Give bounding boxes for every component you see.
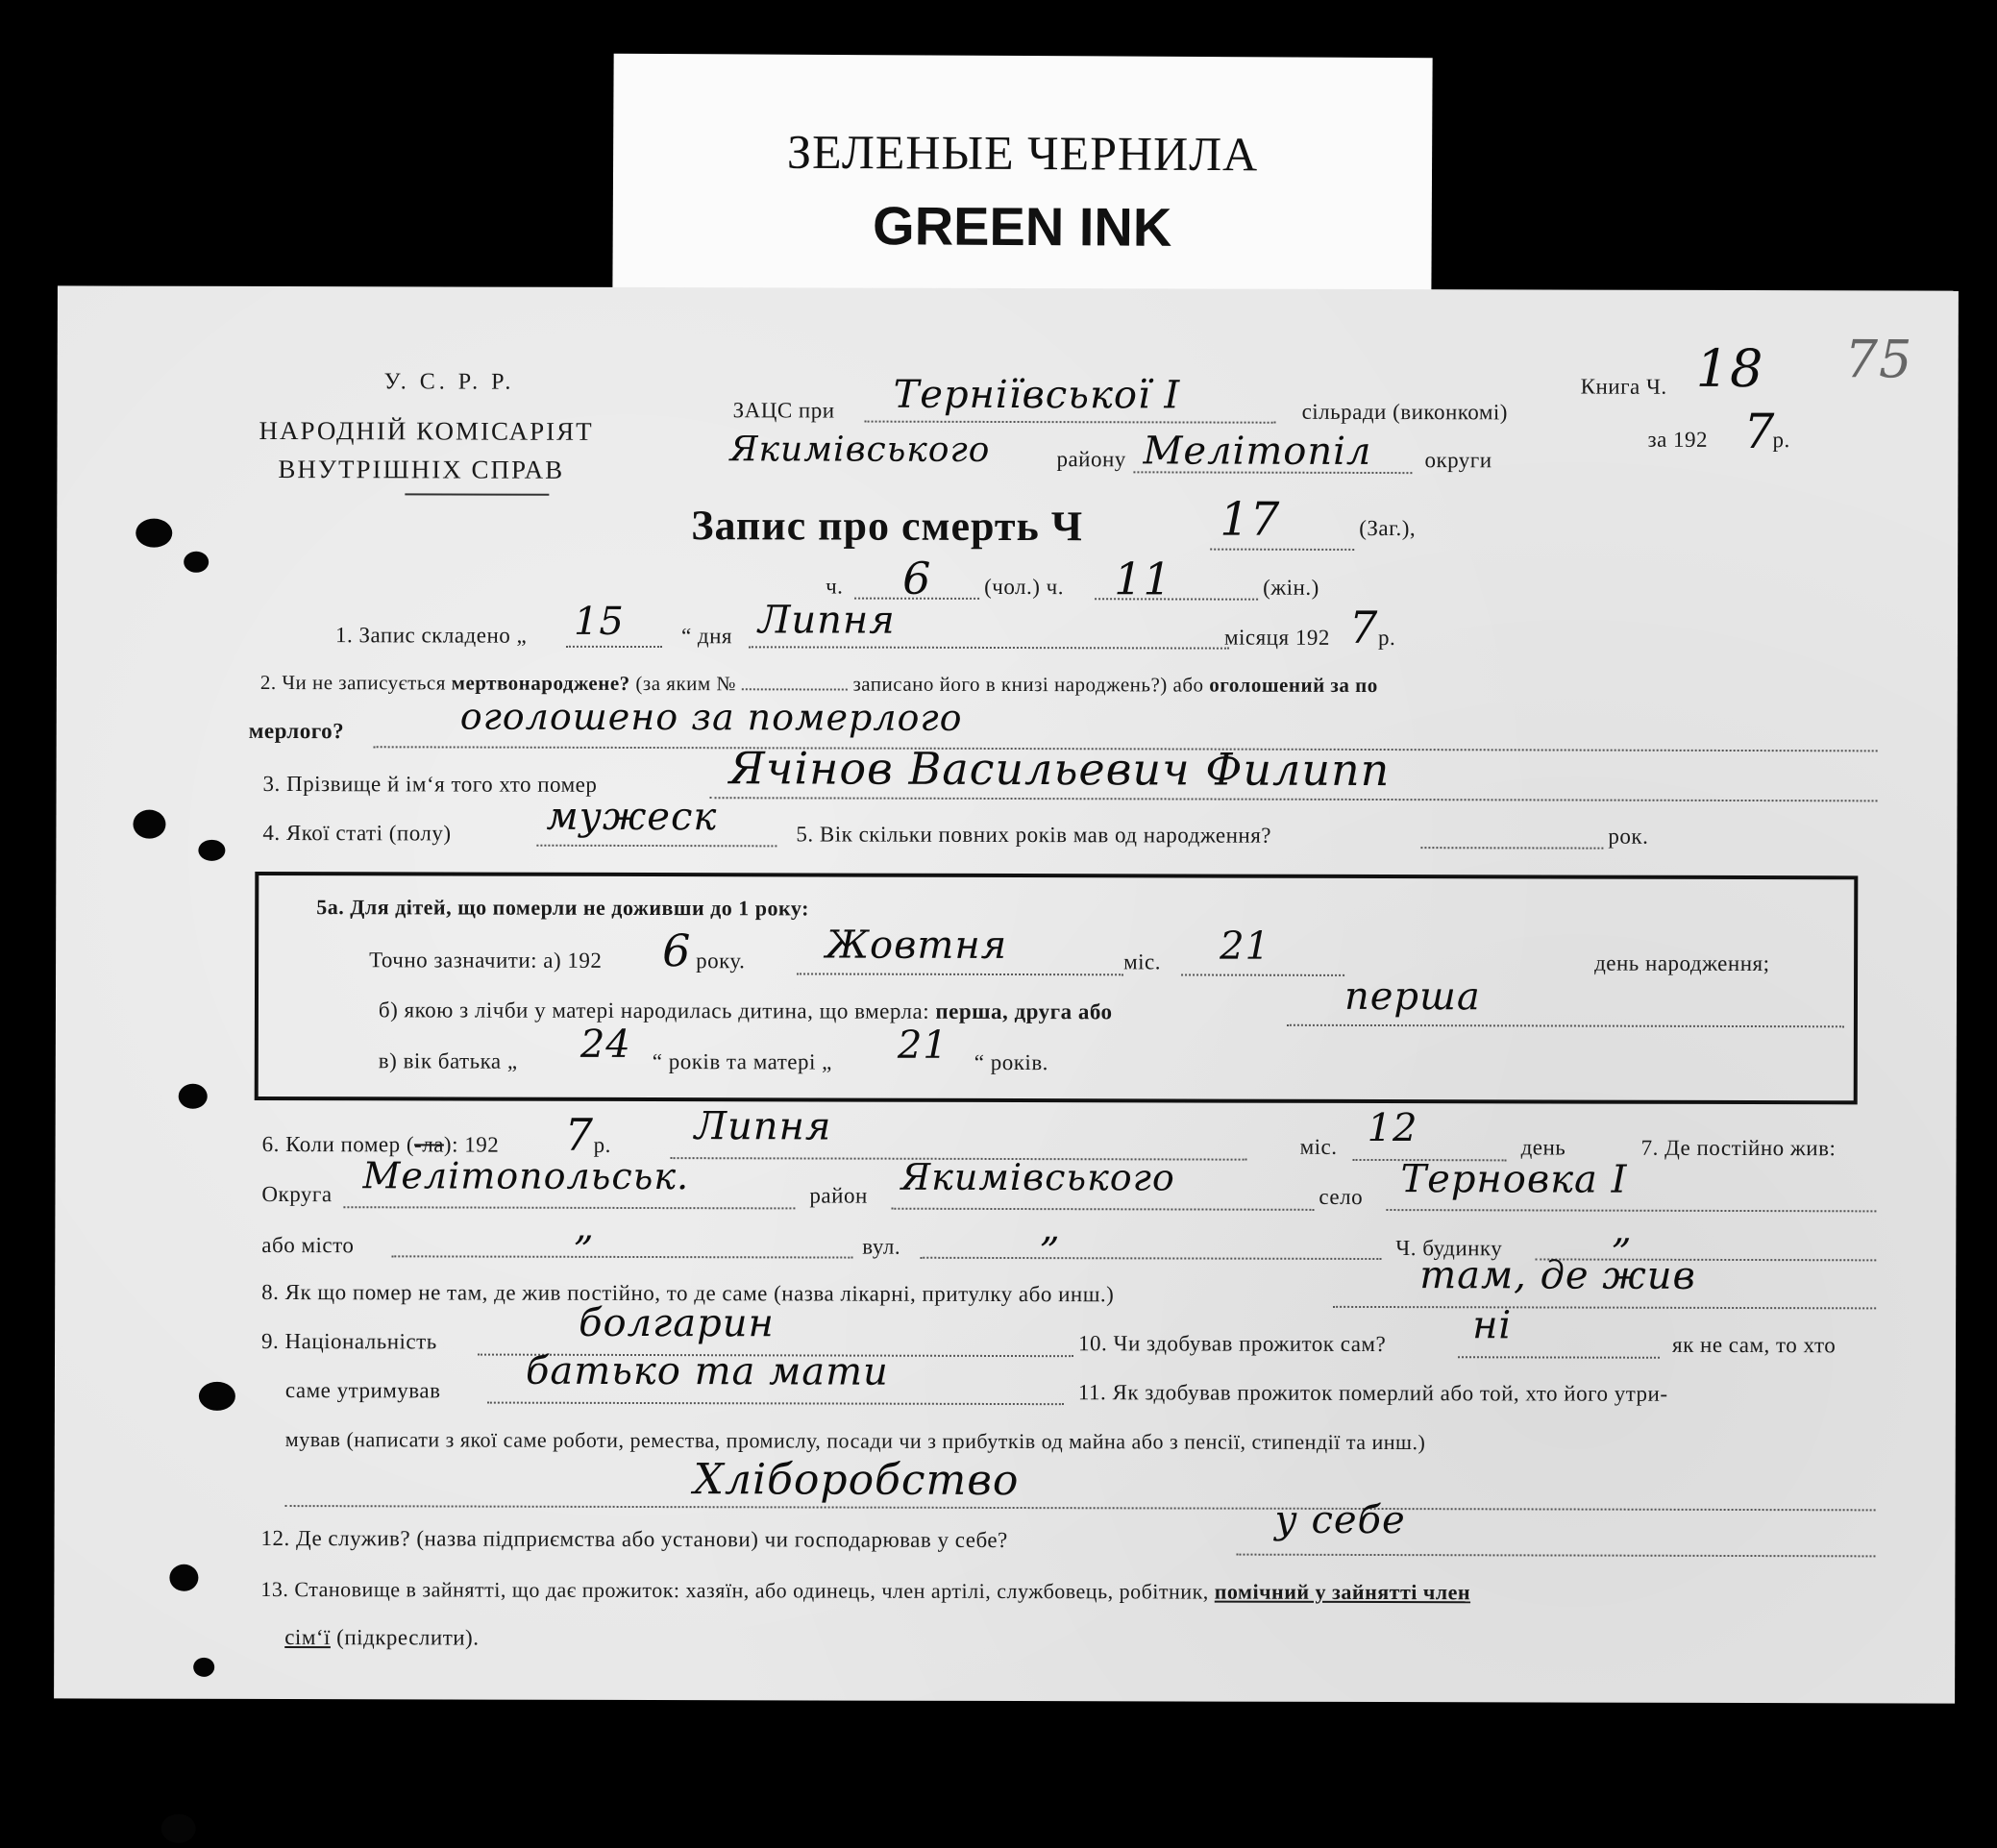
council-suffix: сільради (виконкомі) xyxy=(1301,399,1508,425)
male-label: (чол.) ч. xyxy=(984,574,1065,600)
label-card xyxy=(612,54,1432,300)
male-number: 6 xyxy=(902,552,932,604)
field5a-a-month: Жовтня xyxy=(826,923,1008,969)
city-dots xyxy=(391,1255,852,1258)
field6-label-a: 6. Коли помер ( xyxy=(261,1131,415,1157)
field13-text: 13. Становище в зайнятті, що дає прожиток: хазяїн, або одинець, член артілі, службовець, робітник, xyxy=(260,1576,1209,1604)
field2-line2: мерлого? xyxy=(248,718,345,744)
book-label: Книга Ч. xyxy=(1580,374,1667,399)
field5a-heading: 5а. Для дітей, що померли не доживши до 1 року: xyxy=(316,895,809,921)
office-prefix: ЗАЦС при xyxy=(732,398,835,423)
field9-value: болгарин xyxy=(579,1300,775,1346)
female-label: (жін.) xyxy=(1263,575,1319,600)
field11-line2: мував (написати з якої саме роботи, ремества, промислу, посади чи з прибутків од майна або з пенсії, стипендії та инш.) xyxy=(284,1427,1426,1455)
book-year-label: за 192 xyxy=(1647,427,1709,452)
okrug-residence-value: Мелітопольськ. xyxy=(362,1154,690,1198)
field10-suffix: як не сам, то хто xyxy=(1672,1332,1837,1358)
house-value: „ xyxy=(1612,1207,1634,1252)
book-year-digit: 7 xyxy=(1743,404,1776,460)
book-year-suffix: р. xyxy=(1772,428,1790,453)
punch-hole xyxy=(161,1814,196,1843)
field8-value: там, де жив xyxy=(1419,1253,1696,1298)
field5a-v-end: “ років. xyxy=(974,1049,1048,1075)
field5a-a-year-digit: 6 xyxy=(662,924,692,977)
field6-day: 12 xyxy=(1367,1105,1418,1151)
field1-month: Липня xyxy=(757,598,896,643)
field6-year-suffix: р. xyxy=(593,1132,611,1157)
age-label: 5. Вік скільки повних років мав од народження? xyxy=(796,822,1272,848)
field6-label-b: ): 192 xyxy=(443,1132,500,1157)
field10-label: 10. Чи здобував прожиток сам? xyxy=(1078,1331,1387,1357)
field11-label: 11. Як здобував прожиток померлий або той, хто його утри- xyxy=(1077,1380,1668,1406)
field1-label: 1. Запис складено „ xyxy=(334,623,528,648)
total-label: (Заг.), xyxy=(1359,515,1417,541)
ministry-underline xyxy=(405,493,549,495)
district-value: Якимівського xyxy=(729,430,991,470)
field7-label: 7. Де постійно жив: xyxy=(1640,1135,1837,1161)
field13-line1 xyxy=(260,1577,1470,1605)
house-label: Ч. будинку xyxy=(1395,1236,1503,1261)
district-residence-dots xyxy=(891,1208,1314,1211)
field6-month: Липня xyxy=(694,1104,832,1149)
street-dots xyxy=(920,1257,1381,1260)
field5a-v-label: в) вік батька „ xyxy=(378,1048,518,1073)
field3-dots xyxy=(710,797,1878,801)
field2-value: оголошено за померлого xyxy=(459,695,963,739)
field5a-b-label xyxy=(379,998,1113,1024)
field13-underlined: помічний у зайнятті член xyxy=(1214,1579,1471,1605)
field12-value: у себе xyxy=(1274,1497,1406,1543)
field2-part-c: (за яким № xyxy=(635,671,737,696)
age-suffix: рок. xyxy=(1608,824,1649,849)
field2-part-b: мертвонароджене? xyxy=(451,671,630,695)
field8-label: 8. Як що помер не там, де жив постійно, то де саме (назва лікарні, притулку або инш.) xyxy=(261,1279,1115,1307)
book-number: 18 xyxy=(1695,337,1764,400)
field1-day-dots xyxy=(566,646,662,648)
field4-dots xyxy=(536,845,777,848)
field1-day-label: “ дня xyxy=(680,624,733,649)
field4-label: 4. Якої статі (полу) xyxy=(262,820,452,846)
field12-dots xyxy=(1236,1554,1875,1558)
ministry-line2: ВНУТРІШНІХ СПРАВ xyxy=(278,455,565,484)
okrug-label: Округа xyxy=(261,1181,333,1207)
field6-label-strike: -ла xyxy=(414,1132,444,1157)
death-record-form xyxy=(54,285,1959,1703)
record-title: Запис про смерть Ч xyxy=(691,502,1084,551)
field8-dots xyxy=(1333,1306,1876,1309)
field2-part-a: 2. Чи не записується xyxy=(259,670,446,695)
supported-by-value: батько та мати xyxy=(525,1348,889,1394)
punch-hole xyxy=(193,1658,214,1677)
state-heading: У. С. Р. Р. xyxy=(383,369,515,395)
field13-line2 xyxy=(284,1625,479,1651)
male-prefix: ч. xyxy=(826,574,844,599)
street-label: вул. xyxy=(862,1234,901,1259)
field6-month-label: міс. xyxy=(1299,1134,1338,1159)
total-dots xyxy=(1210,549,1354,551)
field5a-b-value: перша xyxy=(1344,973,1481,1020)
supported-by-dots xyxy=(487,1402,1064,1406)
field11-value: Хліборобство xyxy=(693,1455,1020,1506)
field5a-a-year-suffix: року. xyxy=(696,949,746,973)
city-label: або місто xyxy=(261,1232,355,1258)
page-mark: 75 xyxy=(1844,329,1913,390)
street-value: „ xyxy=(1040,1206,1062,1251)
field10-value: ні xyxy=(1472,1303,1513,1348)
field9-label: 9. Національність xyxy=(261,1328,437,1354)
field5a-b-bold: перша, друга або xyxy=(935,998,1113,1024)
council-dots xyxy=(865,421,1276,424)
field1-year-digit: 7 xyxy=(1348,601,1379,654)
field5a-a-day-label: день народження; xyxy=(1594,950,1770,976)
field5a-b-text: б) якою з лічби у матері народилась дитина, що вмерла: xyxy=(378,998,930,1023)
supported-by-label: саме утримував xyxy=(284,1378,441,1403)
field3-label: 3. Прізвище й ім‘я того хто помер xyxy=(262,771,598,797)
village-value: Терновка І xyxy=(1400,1157,1628,1202)
field5a-v-father: 24 xyxy=(579,1022,631,1067)
field11-dots xyxy=(285,1505,1876,1511)
okrug-residence-dots xyxy=(343,1206,795,1209)
punch-hole xyxy=(184,552,209,573)
punch-hole xyxy=(136,519,172,548)
city-value: „ xyxy=(574,1204,596,1249)
punch-hole xyxy=(133,810,165,839)
field12-label: 12. Де служив? (назва підприємства або установи) чи господарював у себе? xyxy=(260,1525,1008,1553)
okrug-value: Мелітопіл xyxy=(1143,429,1372,474)
field10-dots xyxy=(1458,1356,1660,1359)
okrug-suffix: округи xyxy=(1424,448,1492,473)
punch-hole xyxy=(169,1565,198,1591)
field13-instruction: (підкреслити). xyxy=(336,1625,480,1650)
field4-value: мужеск xyxy=(546,794,718,840)
field13-family: сім‘ї xyxy=(284,1625,331,1650)
district-suffix: району xyxy=(1056,447,1126,472)
field5a-a-label: Точно зазначити: а) 192 xyxy=(369,948,603,973)
field5a-b-dots xyxy=(1287,1024,1844,1028)
field1-day: 15 xyxy=(573,599,625,644)
field2-part-e: оголошений за по xyxy=(1209,673,1378,698)
field5a-a-month-label: міс. xyxy=(1123,949,1162,974)
age-dots xyxy=(1420,847,1603,849)
field6-year-digit: 7 xyxy=(564,1108,594,1161)
field5a-v-mid: “ років та матері „ xyxy=(652,1049,832,1074)
field6-day-label: день xyxy=(1520,1135,1566,1160)
field5a-day-dots xyxy=(1181,973,1344,975)
punch-hole xyxy=(199,1382,235,1411)
district-residence-value: Якимівського xyxy=(900,1155,1175,1199)
field1-month-label: місяця 192 xyxy=(1223,625,1330,650)
record-total-number: 17 xyxy=(1220,492,1281,547)
field2-line1 xyxy=(260,671,1378,698)
punch-hole xyxy=(198,840,225,861)
field2-part-d: записано його в книзі народжень?) або xyxy=(852,672,1204,697)
female-number: 11 xyxy=(1114,553,1172,605)
field5a-a-day: 21 xyxy=(1220,924,1271,969)
punch-hole xyxy=(179,1084,208,1109)
field1-month-dots xyxy=(749,646,1229,649)
ministry-line1: НАРОДНІЙ КОМІСАРІЯТ xyxy=(259,415,594,446)
label-russian: ЗЕЛЕНЫЕ ЧЕРНИЛА xyxy=(786,124,1259,182)
village-label: село xyxy=(1319,1184,1364,1209)
field5a-month-dots xyxy=(797,973,1123,975)
children-section-box xyxy=(255,872,1859,1104)
district-residence-label: район xyxy=(809,1183,868,1208)
field1-year-suffix: р. xyxy=(1377,626,1396,651)
field5a-v-mother: 21 xyxy=(897,1023,949,1068)
council-value: Терніївської І xyxy=(893,372,1181,418)
field3-value: Ячінов Васильевич Филипп xyxy=(728,742,1391,797)
label-english: GREEN INK xyxy=(872,195,1172,258)
okrug-dots xyxy=(1133,471,1412,474)
